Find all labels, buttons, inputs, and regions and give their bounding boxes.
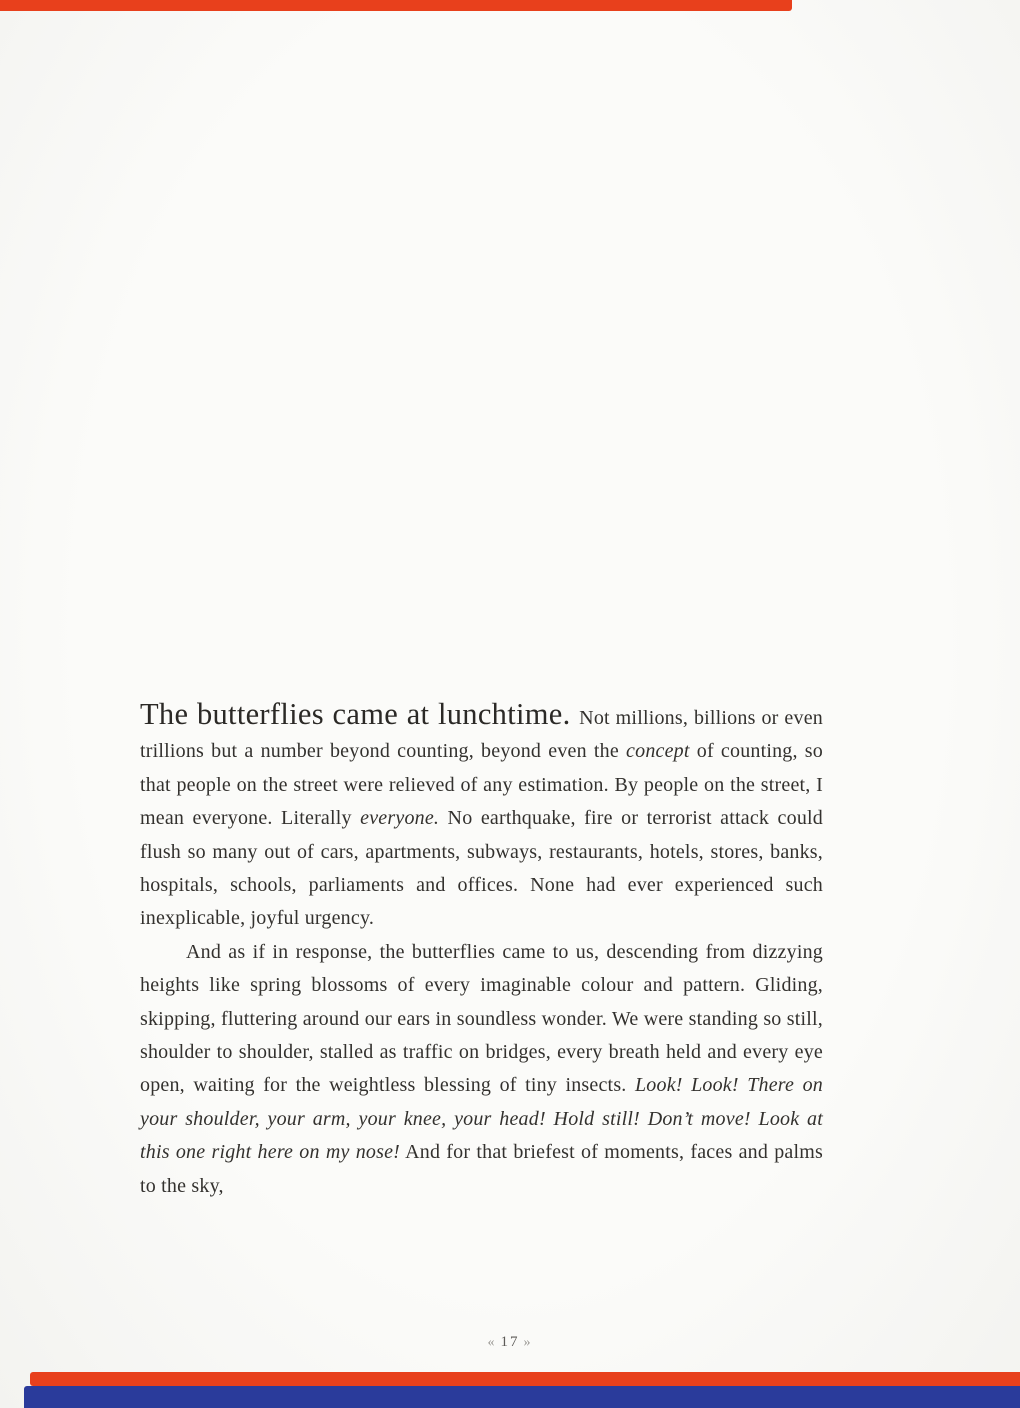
left-guillemet: « <box>487 1335 497 1350</box>
page-text <box>140 698 823 1203</box>
page-number <box>0 1334 1020 1351</box>
top-edge-red-strip <box>0 0 792 11</box>
bottom-edge-blue-strip <box>24 1386 1020 1408</box>
paragraph-1-body: Not millions, billions or even trillions but a number beyond counting, beyond even the concept of counting, so that people on the street were relieved of any estimation. By people on the street, I mean everyone. Literally everyone. No earthquake, fire or terrorist attack could flush so many out of cars, apartments, subways, restaurants, hotels, stores, banks, hospitals, schools, parliaments and offices. None had ever experienced such inexplicable, joyful urgency. <box>140 707 823 930</box>
bottom-edge-red-strip <box>30 1372 1020 1386</box>
folio-number: 17 <box>500 1334 520 1350</box>
paragraph-opening <box>140 698 823 936</box>
opening-phrase: The butterflies came at lunchtime. <box>140 697 580 731</box>
paragraph-2: And as if in response, the butterflies came to us, descending from dizzying heights like spring blossoms of every imaginable colour and pattern. Gliding, skipping, fluttering around our ears in soundless wonder. We were standing so still, shoulder to shoulder, stalled as traffic on bridges, every breath held and every eye open, waiting for the weightless blessing of tiny insects. Look! Look! There on your shoulder, your arm, your knee, your head! Hold still! Don’t move! Look at this one right here on my nose! And for that briefest of moments, faces and palms to the sky, <box>140 940 823 1197</box>
right-guillemet: » <box>523 1335 533 1350</box>
